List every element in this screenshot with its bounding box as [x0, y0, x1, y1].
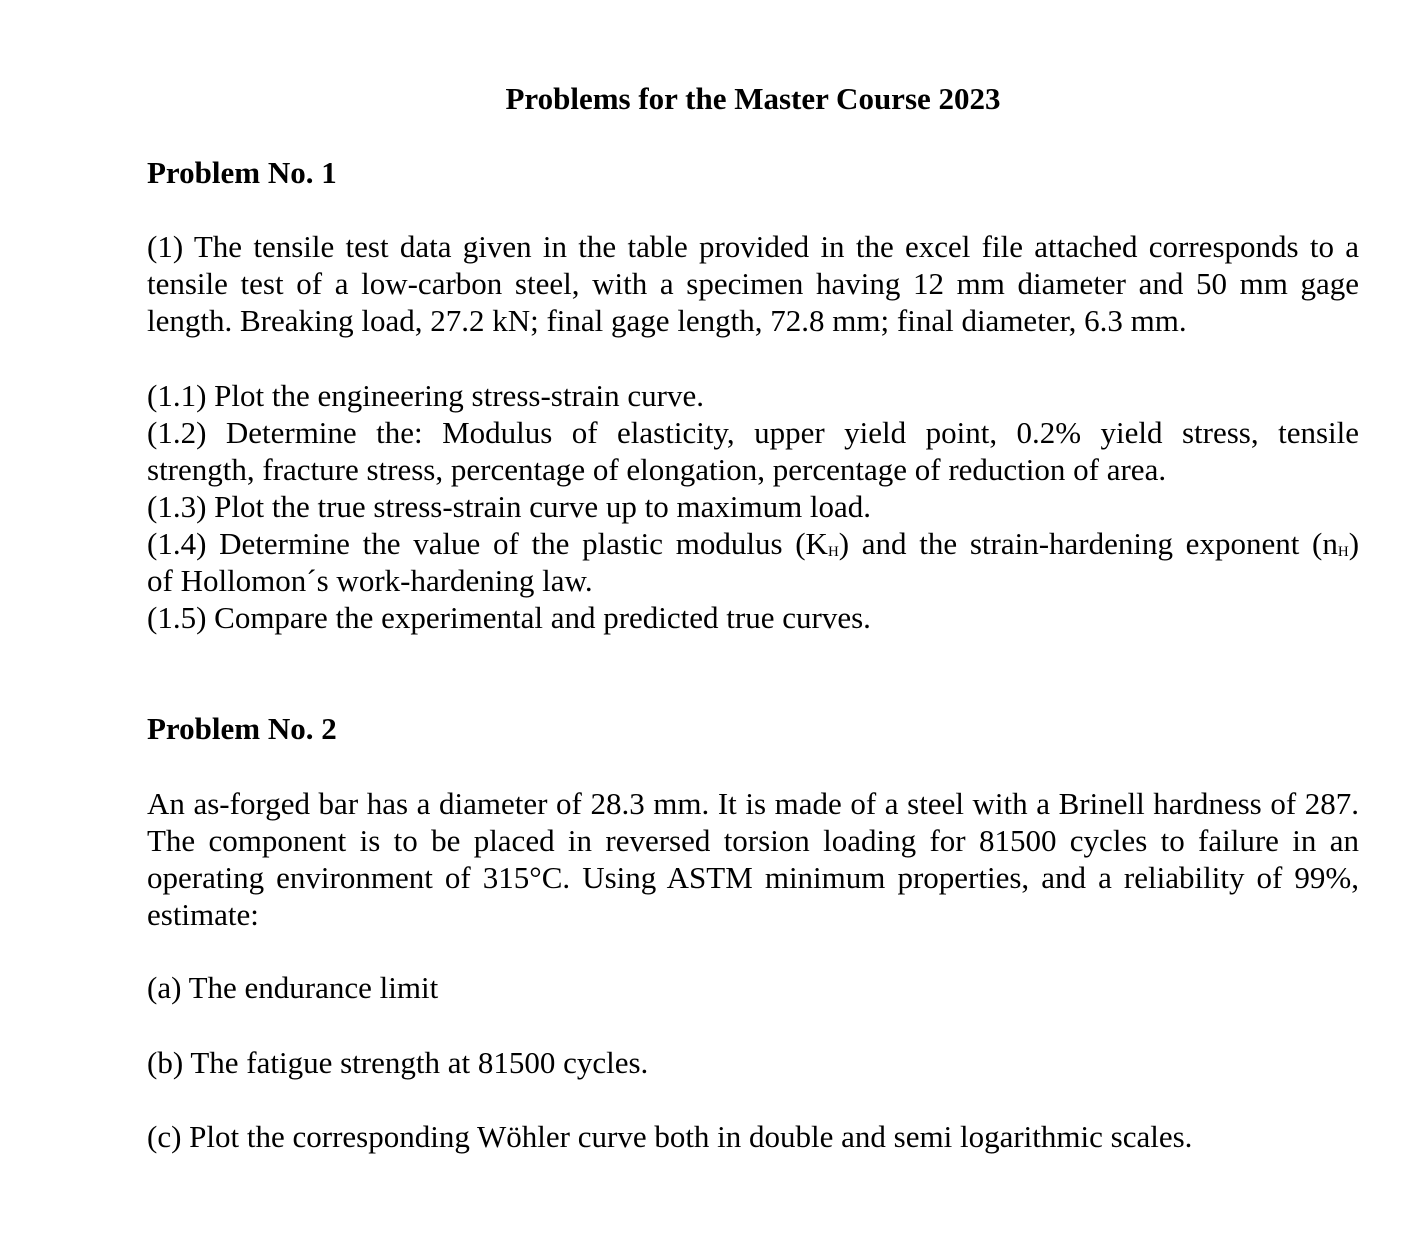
item-1-3: (1.3) Plot the true stress-strain curve up to maximum load.	[147, 489, 872, 524]
item-a: (a) The endurance limit	[147, 970, 439, 1005]
item-1-4-subscript-k: H	[827, 544, 839, 560]
item-1-1: (1.1) Plot the engineering stress-strain curve.	[147, 378, 704, 413]
problem-2-intro: An as-forged bar has a diameter of 28.3 mm. It is made of a steel with a Brinell hardness of 287. The component is to be placed in reversed torsion loading for 81500 cycles to failure in an operating environment of 315°C. Using ASTM minimum properties, and a reliability of 99%, estimate:	[147, 786, 1359, 932]
item-1-4-text-a: (1.4) Determine the value of the plastic modulus (K	[147, 526, 828, 561]
item-1-4-line-2: of Hollomon´s work-hardening law.	[147, 563, 593, 598]
problem-2-heading: Problem No. 2	[147, 711, 337, 746]
problem-1-heading: Problem No. 1	[147, 155, 337, 190]
item-1-4-text-b: ) and the strain-hardening exponent (n	[838, 526, 1338, 561]
problem-1-intro: (1) The tensile test data given in the table provided in the excel file attached corresponds to a tensile test of a low-carbon steel, with a specimen having 12 mm diameter and 50 mm gage length. Breaking load, 27.2 kN; final gage length, 72.8 mm; final diameter, 6.3 mm.	[147, 229, 1359, 338]
item-1-2-line-2: strength, fracture stress, percentage of elongation, percentage of reduction of area.	[147, 452, 1167, 487]
item-1-2-line-1: (1.2) Determine the: Modulus of elasticity, upper yield point, 0.2% yield stress, tensile	[147, 415, 1359, 450]
item-1-5: (1.5) Compare the experimental and predicted true curves.	[147, 600, 871, 635]
item-1-4-text-c: )	[1348, 526, 1360, 561]
item-1-4-subscript-n: H	[1337, 544, 1349, 560]
item-b: (b) The fatigue strength at 81500 cycles.	[147, 1045, 649, 1080]
item-c: (c) Plot the corresponding Wöhler curve both in double and semi logarithmic scales.	[147, 1119, 1193, 1154]
document-title: Problems for the Master Course 2023	[505, 81, 1001, 116]
document-page	[147, 0, 1359, 1246]
